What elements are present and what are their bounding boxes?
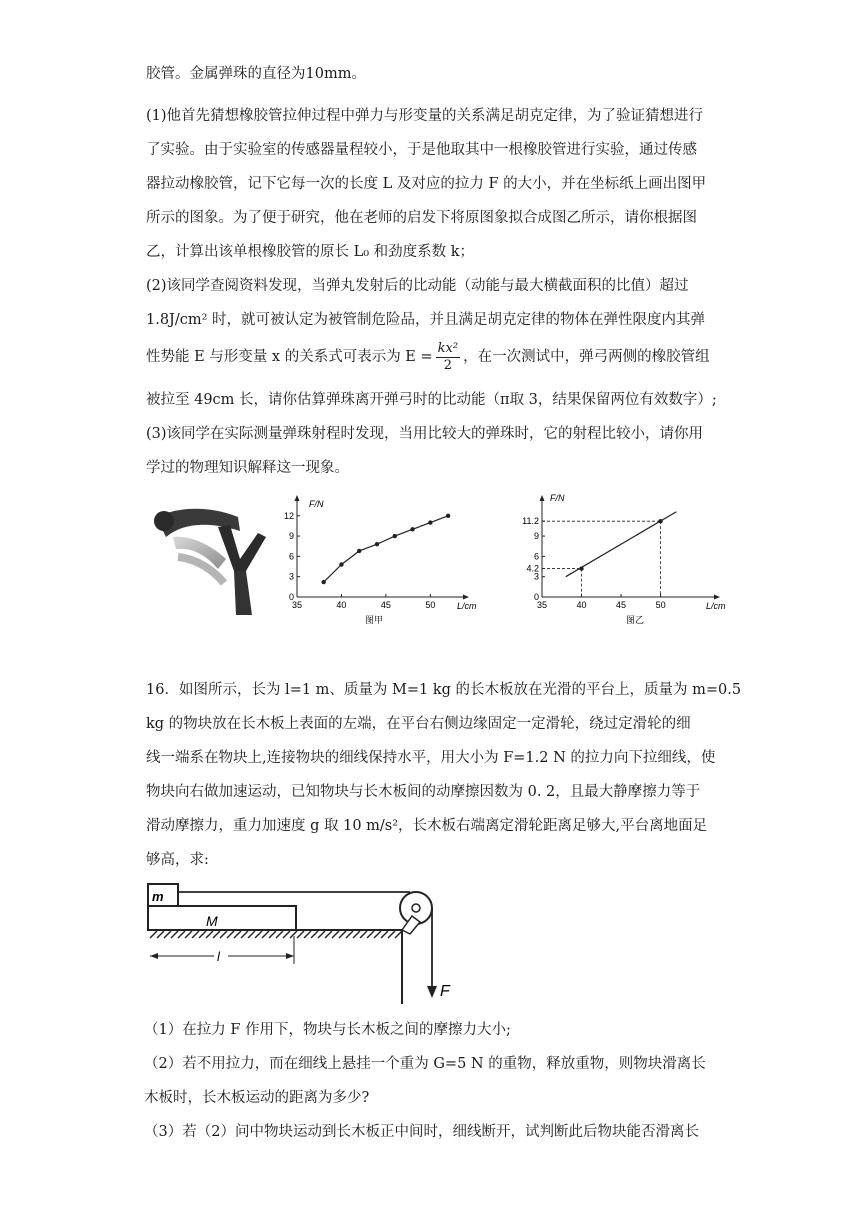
y-tick-label: 3 <box>288 571 294 582</box>
q15-line-0: 胶管。金属弹珠的直径为10mm。 <box>146 66 366 82</box>
y-tick-label: 4.2 <box>526 563 539 574</box>
q16-line-4: 滑动摩擦力，重力加速度 g 取 10 m/s²，长木板右端离定滑轮距离足够大,平台离地面足 <box>146 818 708 834</box>
slingshot-photo <box>148 497 278 622</box>
marked-point <box>658 519 662 523</box>
chart-jia-xlabel: L/cm <box>457 601 477 611</box>
board-M <box>148 906 296 930</box>
data-point <box>321 580 325 584</box>
series-segment <box>359 544 377 551</box>
q15-line-10: 学过的物理知识解释这一现象。 <box>146 460 349 476</box>
q15-line-2: 了实验。由于实验室的传感器量程较小，于是他取其中一根橡胶管进行实验，通过传感 <box>146 142 697 158</box>
x-tick-label: 35 <box>291 600 303 610</box>
q16-line-2: 线一端系在物块上,连接物块的细线保持水平，用大小为 F=1.2 N 的拉力向下拉细线，使 <box>146 750 716 766</box>
chart-jia-title: 图甲 <box>365 615 384 625</box>
x-tick-label: 40 <box>576 600 587 610</box>
chart-jia-ylabel: F/N <box>309 499 324 509</box>
formula-before: 性势能 E 与形变量 x 的关系式可表示为 E = <box>146 349 433 365</box>
q16-sub-2: （2）若不用拉力，而在细线上悬挂一个重为 G=5 N 的重物，释放重物，则物块滑离长 <box>144 1056 706 1072</box>
y-tick-label: 12 <box>283 510 294 521</box>
x-tick-label: 45 <box>380 600 391 610</box>
x-tick-label: 45 <box>616 600 627 610</box>
q15-line-1: (1)他首先猜想橡胶管拉伸过程中弹力与形变量的关系满足胡克定律，为了验证猜想进行 <box>146 108 704 124</box>
q16-line-0: 16．如图所示，长为 l=1 m、质量为 M=1 kg 的长木板放在光滑的平台上，质量为 m=0.5 <box>146 682 742 698</box>
x-tick-label: 50 <box>425 600 436 610</box>
label-F: F <box>440 983 450 1000</box>
series-segment <box>413 523 431 530</box>
q15-formula-line <box>146 340 710 374</box>
chart-yi-title: 图乙 <box>626 615 645 625</box>
y-tick-label: 6 <box>288 551 294 562</box>
series-segment <box>324 565 342 583</box>
series-segment <box>395 529 413 536</box>
y-tick-label: 6 <box>533 551 539 562</box>
q15-line-3: 器拉动橡胶管，记下它每一次的长度 L 及对应的拉力 F 的大小，并在坐标纸上画出图甲 <box>146 176 707 192</box>
label-l: l <box>217 949 220 964</box>
q16-sub-2-cont: 木板时，长木板运动的距离为多少? <box>144 1090 370 1106</box>
marked-point <box>579 566 583 570</box>
series-segment <box>377 536 395 544</box>
q15-line-6: (2)该同学查阅资料发现，当弹丸发射后的比动能（动能与最大横截面积的比值）超过 <box>146 278 689 294</box>
data-point <box>375 542 379 546</box>
y-tick-label: 3 <box>533 571 539 582</box>
data-point <box>393 534 397 538</box>
energy-fraction <box>436 341 460 374</box>
y-tick-label: 9 <box>288 531 294 542</box>
y-tick-label: 0 <box>533 592 539 602</box>
q16-line-3: 物块向右做加速运动，已知物块与长木板间的动摩擦因数为 0. 2，且最大静摩擦力等于 <box>146 784 701 800</box>
q16-sub-1: （1）在拉力 F 作用下，物块与长木板之间的摩擦力大小; <box>144 1022 511 1038</box>
chart-yi-axes <box>540 495 721 600</box>
q15-line-4: 所示的图象。为了便于研究，他在老师的启发下将原图象拟合成图乙所示，请你根据图 <box>146 210 697 226</box>
y-tick-label: 9 <box>533 531 539 542</box>
q16-line-1: kg 的物块放在长木板上表面的左端，在平台右侧边缘固定一定滑轮，绕过定滑轮的细 <box>146 716 691 732</box>
q16-sub-3: （3）若（2）问中物块运动到长木板正中间时，细线断开，试判断此后物块能否滑离长 <box>144 1124 699 1140</box>
chart-jia <box>285 495 490 627</box>
formula-after: ，在一次测试中，弹弓两侧的橡胶管组 <box>463 349 710 365</box>
chart-jia-axes <box>295 495 470 600</box>
q16-line-5: 够高，求: <box>146 852 209 868</box>
fraction-denominator: 2 <box>443 357 452 373</box>
chart-yi-ylabel: F/N <box>550 493 565 503</box>
board-pulley-figure <box>144 878 474 1006</box>
fraction-numerator: kx² <box>437 340 459 356</box>
x-tick-label: 50 <box>655 600 666 610</box>
y-tick-label: 0 <box>288 592 294 602</box>
series-segment <box>341 551 359 565</box>
q15-line-7: 1.8J/cm² 时，就可被认定为被管制危险品，并且满足胡克定律的物体在弹性限度内其弹 <box>146 312 706 328</box>
data-point <box>339 562 343 566</box>
platform-hatching <box>150 931 402 938</box>
data-point <box>446 514 450 518</box>
q15-line-5: 乙，计算出该单根橡胶管的原长 L₀ 和劲度系数 k； <box>146 244 475 260</box>
data-point <box>357 549 361 553</box>
y-tick-label: 11.2 <box>522 516 539 527</box>
q15-line-8: 被拉至 49cm 长，请你估算弹珠离开弹弓时的比动能（π取 3，结果保留两位有效数字）; <box>146 392 717 408</box>
x-tick-label: 40 <box>336 600 347 610</box>
series-segment <box>430 516 448 523</box>
label-M: M <box>206 913 218 929</box>
chart-yi <box>522 493 745 627</box>
data-point <box>410 527 414 531</box>
label-m: m <box>152 889 164 904</box>
data-point <box>428 520 432 524</box>
q15-line-9: (3)该同学在实际测量弹珠射程时发现，当用比较大的弹珠时，它的射程比较小，请你用 <box>146 426 704 442</box>
x-tick-label: 35 <box>536 600 548 610</box>
chart-yi-xlabel: L/cm <box>706 601 726 611</box>
